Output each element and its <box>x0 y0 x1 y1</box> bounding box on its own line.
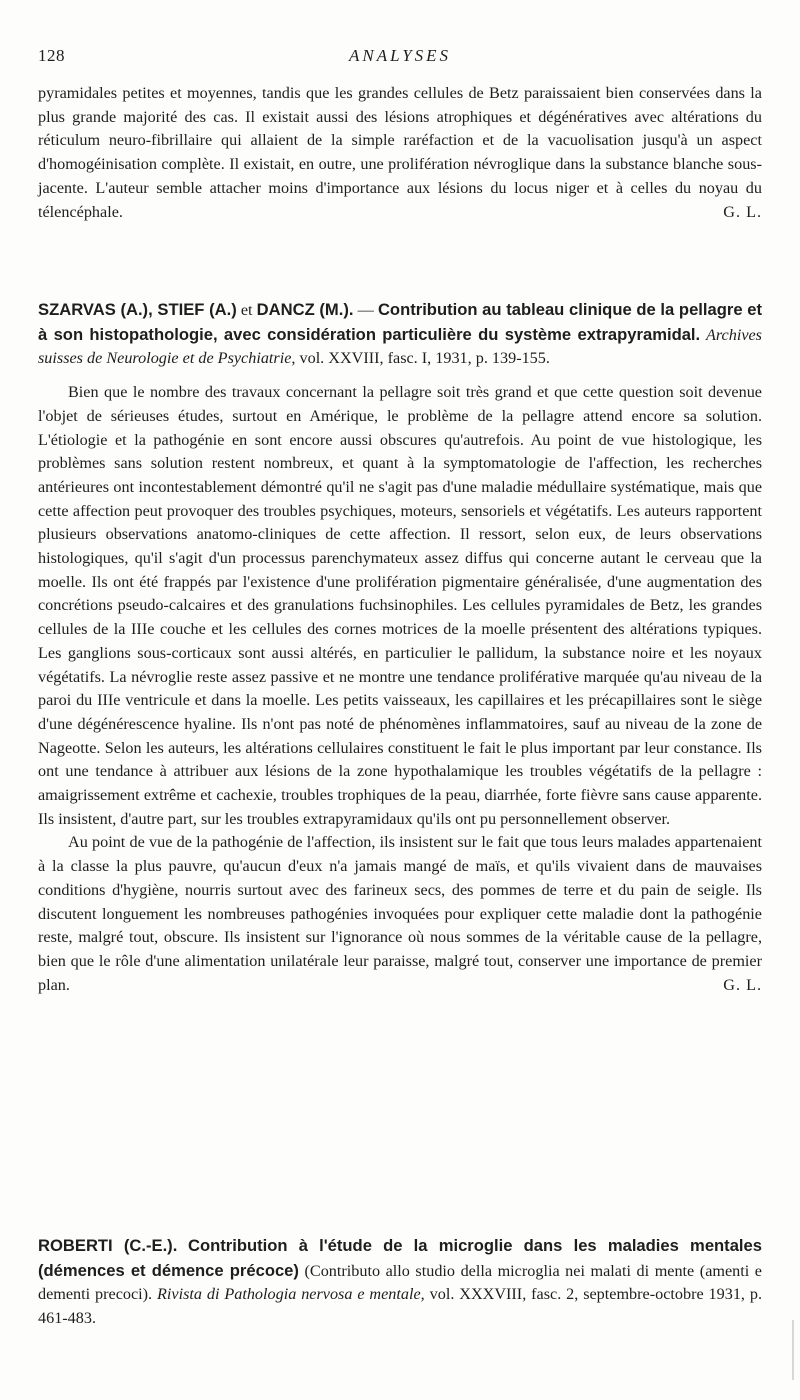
entry-title: Contribution au tableau clinique de la pellagre et à son histopathologie, avec considération particulière du système extrapyramidal. <box>38 300 763 344</box>
previous-review-continuation <box>38 82 762 224</box>
entry2-journal: Rivista di Pathologia nervosa e mentale, <box>157 1285 425 1304</box>
entry-and: et <box>236 301 257 319</box>
entry-dash: — <box>353 301 378 319</box>
entry2-citation: vol. XXXVIII, fasc. 2, septembre-octobre 1931, p. 461-483. <box>38 1285 763 1328</box>
entry-signature: G. L. <box>723 975 762 994</box>
entry2-title: Contribution à l'étude de la microglie dans les maladies mentales (démences et démence précoce) <box>38 1236 763 1280</box>
entry-citation: vol. XXVIII, fasc. I, 1931, p. 139-155. <box>299 349 550 368</box>
entry2-translation: (Contributo allo studio della microglia nei malati di mente (amenti e dementi precoci). <box>38 1261 762 1304</box>
review-text: pyramidales petites et moyennes, tandis que les grandes cellules de Betz paraissaient bien conservées dans la plus grande majorité des cas. Il existait aussi des lésions atrophiques et dégénératives avec altérations du réticulum neuro-fibrillaire qui allaient de la simple raréfaction et de la vacuolisation jusqu'à un aspect d'homogéinisation complète. Il existait, en outre, une prolifération névroglique dans la substance blanche sous-jacente. L'auteur semble attacher moins d'importance aux lésions du locus niger et à celles du noyau du télencéphale. <box>38 84 762 221</box>
review-paragraph <box>38 82 762 224</box>
abstract-entry-roberti <box>38 1234 762 1331</box>
entry-heading <box>38 298 762 371</box>
entry-paragraph-1: Bien que le nombre des travaux concernant la pellagre soit très grand et que cette question soit devenue l'objet de sérieuses études, surtout en Amérique, le problème de la pellagre attend encore sa solution. L'étiologie et la pathogénie en sont encore aussi obscures qu'autrefois. Au point de vue histologique, les problèmes sans solution restent nombreux, et quant à la symptomatologie de l'affection, les recherches antérieures ont incontestablement démontré qu'il ne s'agit pas d'une maladie médullaire systématique, mais que cette affection peut provoquer des troubles psychiques, moteurs, sensoriels et végétatifs. Les auteurs rapportent plusieurs observations anatomo-cliniques de cette affection. Il ressort, selon eux, de leurs observations histologiques, qu'il s'agit d'un processus parenchymateux assez diffus qui concerne autant le cerveau que la moelle. Ils ont été frappés par l'existence d'une prolifération pigmentaire généralisée, d'une augmentation des concrétions pseudo-calcaires et des granulations fuchsinophiles. Les cellules pyramidales de Betz, les grandes cellules de la IIIe couche et les cellules des cornes motrices de la moelle présentent des altérations typiques. Les ganglions sous-corticaux sont aussi altérés, en particulier le pallidum, la substance noire et les noyaux végétatifs. La névroglie reste assez passive et ne montre une tendance proliférative marquée qu'au niveau de la paroi du IIIe ventricule et dans la moelle. Les petits vaisseaux, les capillaires et les précapillaires sont le siège d'une dégénérescence hyaline. Ils n'ont pas noté de phénomènes inflammatoires, sauf au niveau de la zone de Nageotte. Selon les auteurs, les altérations cellulaires constituent le fait le plus important par leur constance. Ils ont une tendance à attribuer aux lésions de la zone hypothalamique les troubles végétatifs de la pellagre : amaigrissement extrême et cachexie, troubles trophiques de la peau, diarrhée, forte fièvre sans cause apparente. Ils insistent, d'autre part, sur les troubles extrapyramidaux qu'ils ont pu personnellement observer. <box>38 383 762 828</box>
abstract-entry-szarvas <box>38 298 762 997</box>
review-signature: G. L. <box>723 202 762 221</box>
entry2-author: ROBERTI (C.-E.). <box>38 1236 178 1255</box>
entry-journal: Archives suisses de Neurologie et de Psychiatrie, <box>38 325 762 368</box>
entry2-heading <box>38 1234 762 1331</box>
page-header <box>38 46 762 68</box>
entry-paragraph-2-text: Au point de vue de la pathogénie de l'affection, ils insistent sur le fait que tous leurs malades appartenaient à la classe la plus pauvre, qu'aucun d'eux n'a jamais mangé de maïs, et qu'ils vivaient dans de mauvaises conditions d'hygiène, nourris surtout avec des farineux secs, des pommes de terre et du pain de seigle. Ils discutent longuement les nombreuses pathogénies invoquées pour expliquer cette maladie dont la pathogénie reste, malgré tout, obscure. Ils insistent sur l'ignorance où nous sommes de la véritable cause de la pellagre, bien que le rôle d'une alimentation unilatérale leur paraisse, malgré tout, conserver une importance de premier plan. <box>38 833 762 994</box>
page-number: 128 <box>38 46 65 65</box>
entry-authors-last: DANCZ (M.). <box>256 300 354 319</box>
entry-paragraph-2 <box>38 831 762 997</box>
entry-authors: SZARVAS (A.), STIEF (A.) <box>38 300 237 319</box>
scan-edge-mark <box>792 1320 794 1380</box>
running-head: ANALYSES <box>348 46 452 65</box>
